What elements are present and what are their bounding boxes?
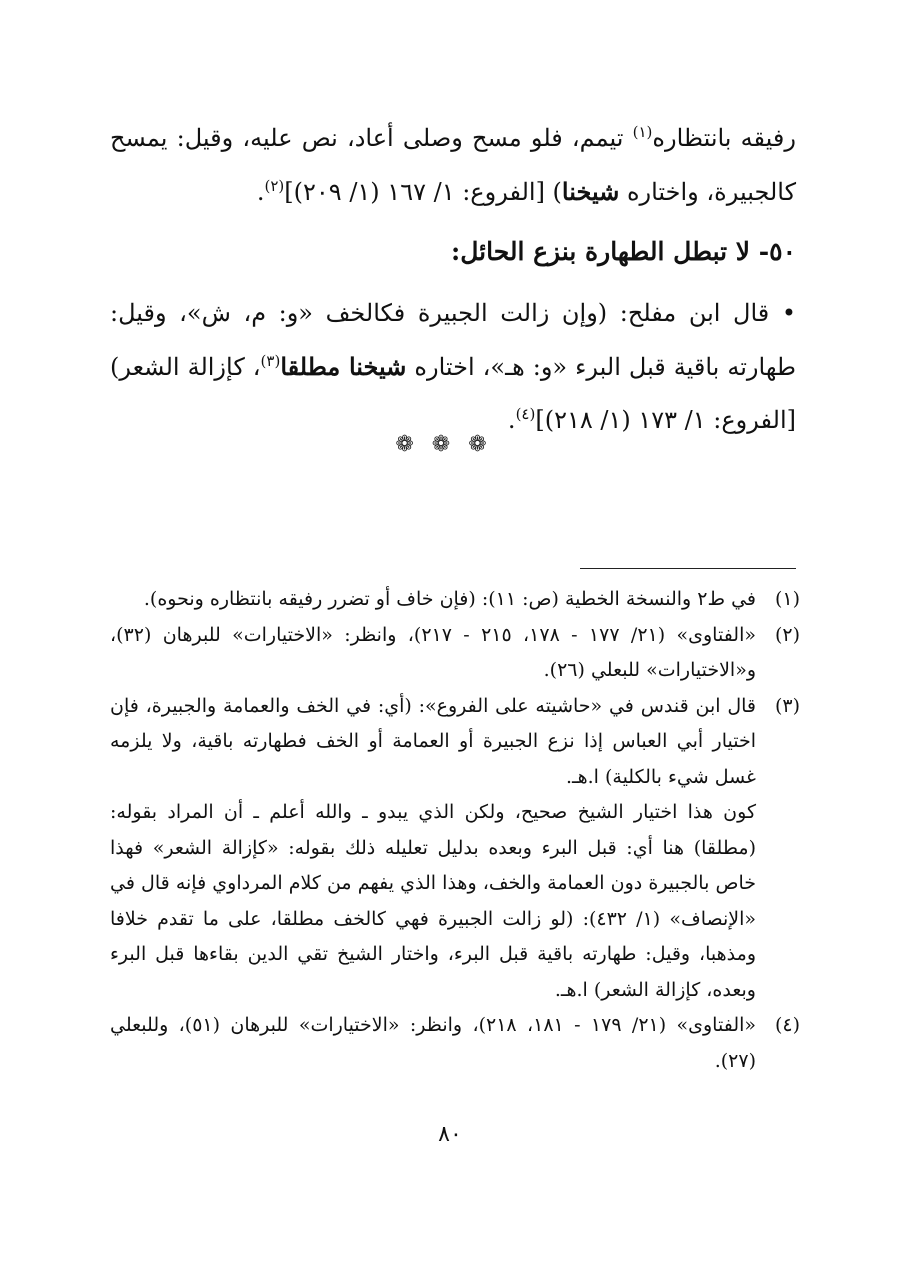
- footnote-ref-1[interactable]: (١): [632, 123, 653, 141]
- footnote-text: «الفتاوى» (٢١/ ١٧٩ - ١٨١، ٢١٨)، وانظر: «الاختيارات» للبرهان (٥١)، وللبعلي (٢٧).: [110, 1014, 757, 1072]
- footnote-3: [110, 689, 800, 1009]
- footnote-ref-4[interactable]: (٤): [515, 405, 536, 423]
- text-run: ) [الفروع: ١/ ١٦٧ (١/ ٢٠٩)]: [284, 178, 562, 206]
- main-text: [110, 112, 796, 447]
- footnote-ref-2[interactable]: (٢): [264, 177, 285, 195]
- section-divider-ornaments: ❁❁❁: [395, 432, 505, 457]
- page-number: ٨٠: [438, 1122, 462, 1147]
- text-run: ، كإزالة الشعر) [الفروع: ١/ ١٧٣ (١/ ٢١٨)]: [110, 353, 796, 434]
- footnote-2: [110, 618, 800, 689]
- text-run: • قال ابن مفلح: (وإن زالت الجبيرة فكالخف «و: م، ش»، وقيل: طهارته باقية قبل البرء «و: هـ»، اختاره: [110, 299, 796, 381]
- footnote-ref-3[interactable]: (٣): [260, 352, 281, 370]
- footnote-text: في ط٢ والنسخة الخطية (ص: ١١): (فإن خاف أو تضرر رفيقه بانتظاره ونحوه).: [143, 588, 756, 610]
- footnotes: [110, 582, 800, 1079]
- text-run: .: [256, 178, 265, 206]
- paragraph-1: [110, 112, 796, 219]
- text-run: .: [507, 406, 516, 434]
- footnote-number: (٢): [774, 623, 800, 646]
- bold-term: شيخنا: [561, 177, 620, 206]
- footnote-number: (٣): [774, 694, 800, 717]
- footnote-separator: [580, 568, 796, 569]
- footnote-text: قال ابن قندس في «حاشيته على الفروع»: (أي: في الخف والعمامة والجبيرة، فإن اختيار أبي العباس إذا نزع الجبيرة أو العمامة أو الخف فطهارته باقية، ولا يلزمه غسل شيء بالكلية) ا.هـ.: [110, 694, 756, 788]
- text-run: رفيقه بانتظاره: [652, 124, 796, 152]
- footnote-1: [110, 582, 800, 618]
- footnote-number: (١): [774, 588, 800, 610]
- text-run: تيمم، فلو مسح وصلى أعاد، نص عليه، وقيل: يمسح كالجبيرة، واختاره: [110, 124, 796, 206]
- footnote-text-continued: كون هذا اختيار الشيخ صحيح، ولكن الذي يبدو ـ والله أعلم ـ أن المراد بقوله: (مطلقا) هنا أي: قبل البرء وبعده بدليل تعليله ذلك بقوله: «كإزالة الشعر» فهذا خاص بالجبيرة دون العمامة والخف، وهذا الذي يفهم من كلام المرداوي فإنه قال في «الإنصاف» (١/ ٤٣٢): (لو زالت الجبيرة فهي كالخف مطلقا، على ما تقدم خلافا ومذهبا، وقيل: طهارته باقية قبل البرء، واختار الشيخ تقي الدين بقاءها قبل البرء وبعده، كإزالة الشعر) ا.هـ.: [110, 801, 756, 1001]
- section-heading: ٥٠- لا تبطل الطهارة بنزع الحائل:: [451, 237, 796, 266]
- bold-term: شيخنا مطلقا: [280, 352, 407, 381]
- footnote-text: «الفتاوى» (٢١/ ١٧٧ - ١٧٨، ٢١٥ - ٢١٧)، وانظر: «الاختيارات» للبرهان (٣٢)، و«الاختيارات» للبعلي (٢٦).: [110, 623, 756, 681]
- footnote-number: (٤): [774, 1014, 800, 1036]
- paragraph-2: [110, 287, 796, 447]
- footnote-4: [110, 1008, 800, 1079]
